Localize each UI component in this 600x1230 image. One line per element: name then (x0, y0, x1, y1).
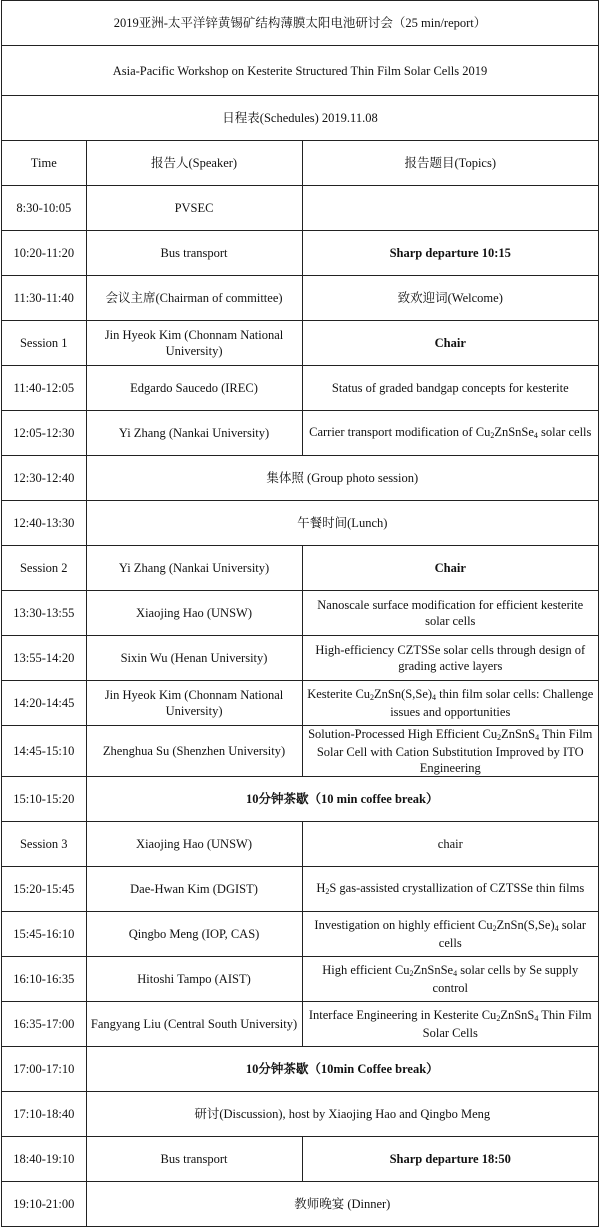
row-speaker: Sixin Wu (Henan University) (86, 636, 302, 681)
row-time: 13:55-14:20 (2, 636, 87, 681)
row-time: 16:10-16:35 (2, 957, 87, 1002)
row-topic: Sharp departure 18:50 (302, 1137, 598, 1182)
table-row (2, 321, 599, 366)
row-topic: Kesterite $Cu_2ZnSn(S,Se)_4$ thin film solar cells: Challenge issues and opportunities (302, 681, 598, 726)
row-topic: $H_2S$ gas-assisted crystallization of CZTSSe thin films (302, 867, 598, 912)
row-speaker: Xiaojing Hao (UNSW) (86, 591, 302, 636)
row-speaker: Yi Zhang (Nankai University) (86, 411, 302, 456)
table-row (2, 591, 599, 636)
table-row (2, 822, 599, 867)
row-topic: Chair (302, 321, 598, 366)
table-row (2, 276, 599, 321)
row-topic: High-efficiency CZTSSe solar cells through design of grading active layers (302, 636, 598, 681)
workshop-title-en: Asia-Pacific Workshop on Kesterite Structured Thin Film Solar Cells 2019 (2, 46, 599, 96)
row-topic: 致欢迎词(Welcome) (302, 276, 598, 321)
table-row (2, 1092, 599, 1137)
row-time: Session 1 (2, 321, 87, 366)
row-time: 14:20-14:45 (2, 681, 87, 726)
row-speaker: Zhenghua Su (Shenzhen University) (86, 726, 302, 777)
row-topic: Chair (302, 546, 598, 591)
row-speaker: Xiaojing Hao (UNSW) (86, 822, 302, 867)
row-topic: High efficient $Cu_2ZnSnSe_4$ solar cells by Se supply control (302, 957, 598, 1002)
table-row (2, 726, 599, 777)
row-time: 17:10-18:40 (2, 1092, 87, 1137)
row-time: 16:35-17:00 (2, 1002, 87, 1047)
row-speaker: Bus transport (86, 231, 302, 276)
row-time: 19:10-21:00 (2, 1182, 87, 1227)
row-time: 8:30-10:05 (2, 186, 87, 231)
row-speaker: Bus transport (86, 1137, 302, 1182)
row-speaker: 会议主席(Chairman of committee) (86, 276, 302, 321)
column-header-row (2, 141, 599, 186)
row-spanning-event: 10分钟茶歇（10min Coffee break） (86, 1047, 598, 1092)
row-time: 11:40-12:05 (2, 366, 87, 411)
row-time: Session 3 (2, 822, 87, 867)
table-row (2, 1002, 599, 1047)
row-time: 17:00-17:10 (2, 1047, 87, 1092)
row-time: 11:30-11:40 (2, 276, 87, 321)
col-header-speaker: 报告人(Speaker) (86, 141, 302, 186)
row-topic: Status of graded bandgap concepts for kesterite (302, 366, 598, 411)
row-time: 15:10-15:20 (2, 777, 87, 822)
schedule-date-row (2, 96, 599, 141)
table-row (2, 501, 599, 546)
table-row (2, 1182, 599, 1227)
row-speaker: Dae-Hwan Kim (DGIST) (86, 867, 302, 912)
table-row (2, 546, 599, 591)
table-row (2, 957, 599, 1002)
row-topic: chair (302, 822, 598, 867)
row-speaker: Jin Hyeok Kim (Chonnam National University) (86, 681, 302, 726)
row-time: 13:30-13:55 (2, 591, 87, 636)
table-row (2, 231, 599, 276)
row-time: 12:30-12:40 (2, 456, 87, 501)
row-spanning-event: 研讨(Discussion), host by Xiaojing Hao and Qingbo Meng (86, 1092, 598, 1137)
row-time: 12:40-13:30 (2, 501, 87, 546)
table-row (2, 912, 599, 957)
row-speaker: PVSEC (86, 186, 302, 231)
col-header-topics: 报告题目(Topics) (302, 141, 598, 186)
row-time: 14:45-15:10 (2, 726, 87, 777)
title-row-en (2, 46, 599, 96)
table-row (2, 867, 599, 912)
workshop-title-cn: 2019亚洲-太平洋锌黄锡矿结构薄膜太阳电池研讨会（25 min/report） (2, 1, 599, 46)
row-spanning-event: 教师晚宴 (Dinner) (86, 1182, 598, 1227)
row-topic: Nanoscale surface modification for efficient kesterite solar cells (302, 591, 598, 636)
row-speaker: Edgardo Saucedo (IREC) (86, 366, 302, 411)
table-row (2, 636, 599, 681)
row-topic: Solution-Processed High Efficient $Cu_2ZnSnS_4$ Thin Film Solar Cell with Cation Substitution Improved by ITO Engineering (302, 726, 598, 777)
table-row (2, 1137, 599, 1182)
row-time: 15:20-15:45 (2, 867, 87, 912)
row-topic: Sharp departure 10:15 (302, 231, 598, 276)
row-speaker: Yi Zhang (Nankai University) (86, 546, 302, 591)
table-row (2, 186, 599, 231)
row-time: 18:40-19:10 (2, 1137, 87, 1182)
row-spanning-event: 集体照 (Group photo session) (86, 456, 598, 501)
row-time: 12:05-12:30 (2, 411, 87, 456)
row-speaker: Fangyang Liu (Central South University) (86, 1002, 302, 1047)
table-row (2, 1047, 599, 1092)
title-row-cn (2, 1, 599, 46)
table-row (2, 777, 599, 822)
row-speaker: Hitoshi Tampo (AIST) (86, 957, 302, 1002)
row-topic: Investigation on highly efficient $Cu_2ZnSn(S,Se)_4$ solar cells (302, 912, 598, 957)
table-row (2, 681, 599, 726)
row-topic: Carrier transport modification of $Cu_2ZnSnSe_4$ solar cells (302, 411, 598, 456)
row-topic: Interface Engineering in Kesterite $Cu_2ZnSnS_4$ Thin Film Solar Cells (302, 1002, 598, 1047)
schedule-date: 日程表(Schedules) 2019.11.08 (2, 96, 599, 141)
row-speaker: Jin Hyeok Kim (Chonnam National University) (86, 321, 302, 366)
col-header-time: Time (2, 141, 87, 186)
row-speaker: Qingbo Meng (IOP, CAS) (86, 912, 302, 957)
schedule-table (1, 0, 599, 1227)
table-row (2, 411, 599, 456)
row-topic (302, 186, 598, 231)
row-time: Session 2 (2, 546, 87, 591)
row-time: 10:20-11:20 (2, 231, 87, 276)
row-spanning-event: 10分钟茶歇（10 min coffee break） (86, 777, 598, 822)
row-time: 15:45-16:10 (2, 912, 87, 957)
row-spanning-event: 午餐时间(Lunch) (86, 501, 598, 546)
table-row (2, 456, 599, 501)
table-row (2, 366, 599, 411)
